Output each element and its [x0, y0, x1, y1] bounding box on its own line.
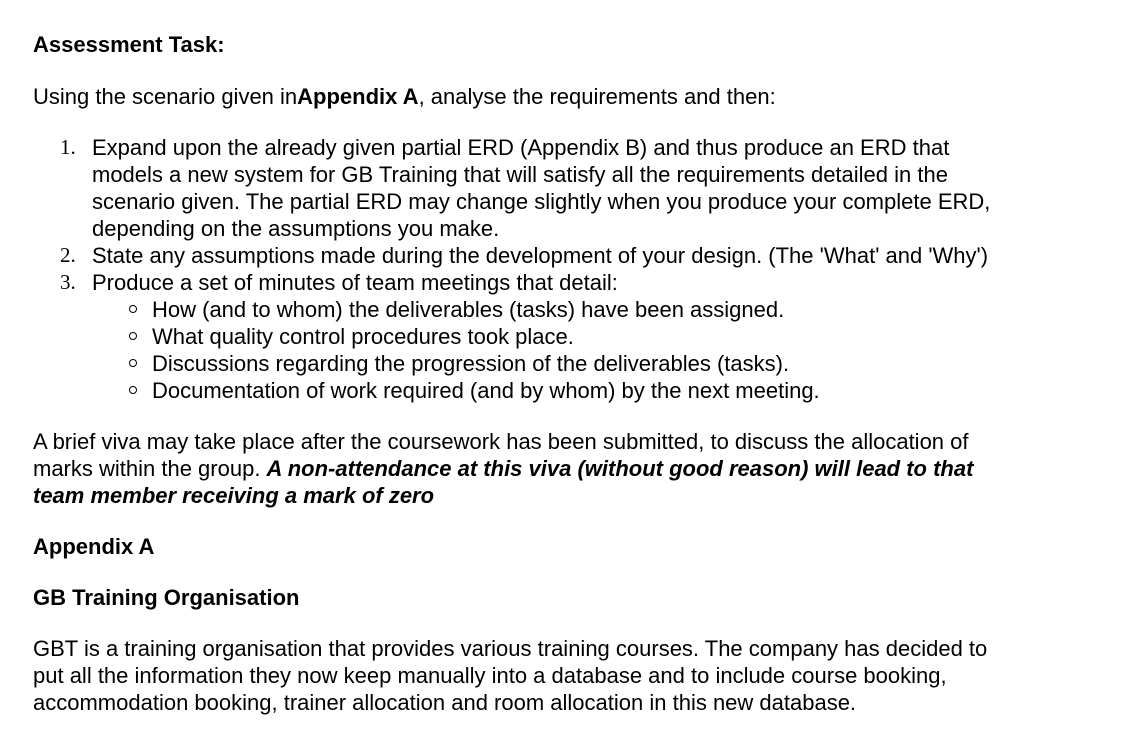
task-2-line-1: State any assumptions made during the development of your design. (The 'What' and 'Why')	[92, 243, 989, 268]
viva-warning: A non-attendance at this viva (without good reason) will lead to that	[266, 456, 974, 481]
org-paragraph-line-1: GBT is a training organisation that provides various training courses. The company has decided to	[33, 636, 988, 661]
task-1-line-4: depending on the assumptions you make.	[92, 216, 500, 241]
viva-line-1: A brief viva may take place after the coursework has been submitted, to discuss the allocation of	[33, 429, 969, 454]
subitem: Documentation of work required (and by whom) by the next meeting.	[152, 378, 820, 403]
task-number: 1.	[60, 135, 76, 159]
viva-line-2	[33, 455, 973, 482]
appendix-a-heading: Appendix A	[33, 534, 155, 559]
viva-warning-line-3: team member receiving a mark of zero	[33, 483, 435, 508]
intro-appendix-a: Appendix A	[297, 84, 419, 109]
org-paragraph-line-2: put all the information they now keep manually into a database and to include course booking,	[33, 663, 947, 688]
org-paragraph-line-3: accommodation booking, trainer allocation and room allocation in this new database.	[33, 690, 857, 715]
subitem: How (and to whom) the deliverables (tasks) have been assigned.	[152, 297, 785, 322]
task-number: 2.	[60, 243, 76, 267]
hollow-bullet-icon	[129, 359, 137, 367]
viva-line-2-text: marks within the group.	[33, 456, 267, 481]
assessment-task-heading: Assessment Task:	[33, 32, 225, 57]
subitem: What quality control procedures took place.	[152, 324, 574, 349]
subitem: Discussions regarding the progression of the deliverables (tasks).	[152, 351, 790, 376]
task-3-line-1: Produce a set of minutes of team meetings that detail:	[92, 270, 618, 295]
intro-prefix: Using the scenario given in	[33, 84, 298, 109]
intro-sentence	[33, 83, 776, 110]
hollow-bullet-icon	[129, 386, 137, 394]
hollow-bullet-icon	[129, 332, 137, 340]
hollow-bullet-icon	[129, 305, 137, 313]
task-1-line-1: Expand upon the already given partial ERD (Appendix B) and thus produce an ERD that	[92, 135, 950, 160]
task-number: 3.	[60, 270, 76, 294]
org-heading: GB Training Organisation	[33, 585, 300, 610]
intro-suffix: , analyse the requirements and then:	[418, 84, 776, 109]
task-1-line-2: models a new system for GB Training that will satisfy all the requirements detailed in the	[92, 162, 948, 187]
task-1-line-3: scenario given. The partial ERD may change slightly when you produce your complete ERD,	[92, 189, 991, 214]
